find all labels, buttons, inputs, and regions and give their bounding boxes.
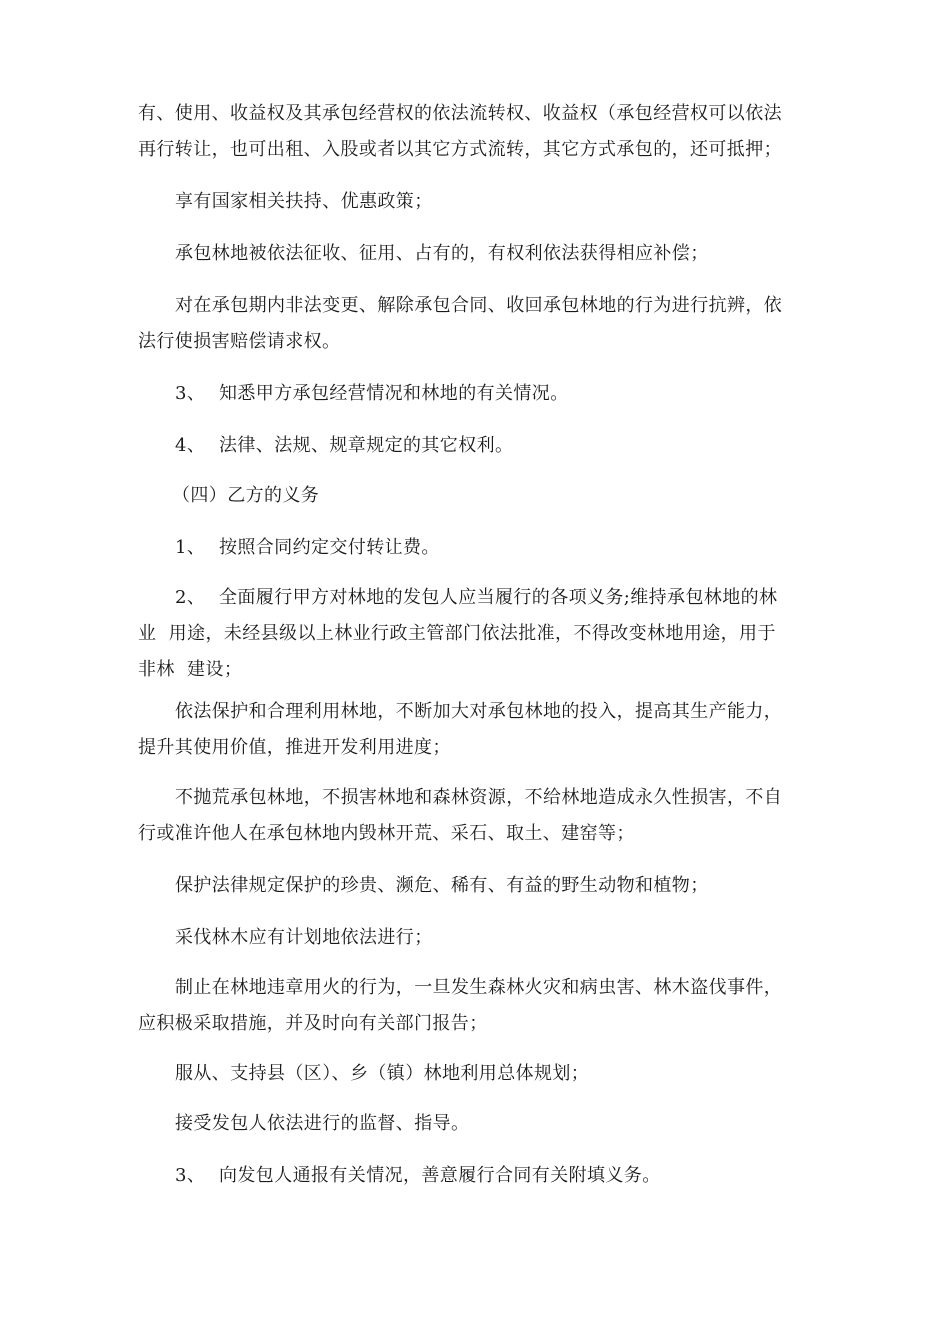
heading-text: （四）乙方的义务 bbox=[172, 485, 320, 506]
item-text: 按照合同约定交付转让费。 bbox=[219, 537, 440, 558]
item-text: 法律、法规、规章规定的其它权利。 bbox=[219, 435, 514, 456]
item-number: 2、 bbox=[175, 587, 206, 608]
text-line: 法行使损害赔偿请求权。 bbox=[138, 331, 341, 352]
item-text: 全面履行甲方对林地的发包人应当履行的各项义务;维持承包林地的林 bbox=[219, 587, 778, 608]
text-line: 有、使用、收益权及其承包经营权的依法流转权、收益权（承包经营权可以依法 bbox=[138, 103, 782, 124]
text-line: 再行转让，也可出租、入股或者以其它方式流转，其它方式承包的，还可抵押； bbox=[138, 139, 782, 160]
item-number: 4、 bbox=[175, 435, 206, 456]
text-line: 不抛荒承包林地，不损害林地和森林资源，不给林地造成永久性损害，不自 bbox=[175, 787, 783, 808]
item-number: 3、 bbox=[175, 383, 206, 404]
paragraph-wildlife bbox=[138, 868, 818, 904]
paragraph-item-4-rights bbox=[138, 428, 818, 464]
paragraph-item-3-obligations bbox=[138, 1158, 818, 1194]
paragraph-fire-prevention bbox=[138, 970, 818, 1042]
text-line: 应积极采取措施，并及时向有关部门报告； bbox=[138, 1013, 488, 1034]
paragraph-rights-continuation bbox=[138, 96, 818, 168]
paragraph-compensation bbox=[138, 236, 818, 272]
text-line: 非林 建设； bbox=[138, 659, 243, 680]
text-line: 享有国家相关扶持、优惠政策； bbox=[175, 191, 433, 212]
paragraph-supervision bbox=[138, 1106, 818, 1142]
text-line: 依法保护和合理利用林地，不断加大对承包林地的投入，提高其生产能力， bbox=[175, 701, 783, 722]
text-line: 承包林地被依法征收、征用、占有的，有权利依法获得相应补偿； bbox=[175, 243, 709, 264]
paragraph-policy-support bbox=[138, 184, 818, 220]
paragraph-item-1-obligations bbox=[138, 530, 818, 566]
paragraph-logging bbox=[138, 920, 818, 956]
item-text: 向发包人通报有关情况，善意履行合同有关附填义务。 bbox=[219, 1165, 661, 1186]
text-line: 保护法律规定保护的珍贵、濒危、稀有、有益的野生动物和植物； bbox=[175, 875, 709, 896]
paragraph-item-2-obligations bbox=[138, 580, 818, 688]
paragraph-planning bbox=[138, 1056, 818, 1092]
paragraph-item-3-rights bbox=[138, 376, 818, 412]
item-number: 1、 bbox=[175, 537, 206, 558]
text-line: 接受发包人依法进行的监督、指导。 bbox=[175, 1113, 470, 1134]
text-line: 对在承包期内非法变更、解除承包合同、收回承包林地的行为进行抗辨，依 bbox=[175, 295, 783, 316]
paragraph-no-abandon bbox=[138, 780, 818, 852]
paragraph-protect-land bbox=[138, 694, 818, 766]
text-line: 提升其使用价值，推进开发利用进度； bbox=[138, 737, 451, 758]
paragraph-damage-claim bbox=[138, 288, 818, 360]
item-text: 知悉甲方承包经营情况和林地的有关情况。 bbox=[219, 383, 569, 404]
item-number: 3、 bbox=[175, 1165, 206, 1186]
text-line: 行或准许他人在承包林地内毁林开荒、采石、取土、建窑等； bbox=[138, 823, 635, 844]
text-line: 采伐林木应有计划地依法进行； bbox=[175, 927, 433, 948]
text-line: 业 用途，未经县级以上林业行政主管部门依法批准，不得改变林地用途，用于 bbox=[138, 623, 776, 644]
text-line: 服从、支持县（区）、乡（镇）林地利用总体规划； bbox=[175, 1063, 590, 1084]
section-heading-party-b-obligations bbox=[138, 478, 818, 514]
text-line: 制止在林地违章用火的行为，一旦发生森林火灾和病虫害、林木盗伐事件， bbox=[175, 977, 783, 998]
